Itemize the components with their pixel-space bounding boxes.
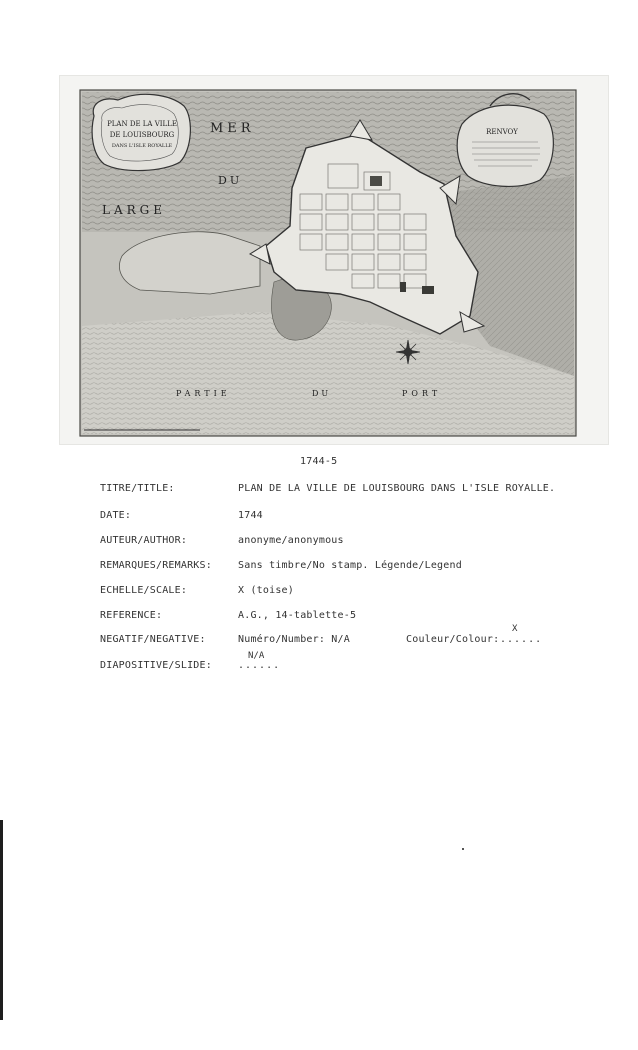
slide-dots: ...... — [238, 660, 281, 671]
label-mer: MER — [210, 121, 255, 136]
author-label: AUTEUR/AUTHOR: — [100, 535, 188, 546]
title-value: PLAN DE LA VILLE DE LOUISBOURG DANS L'ISLE ROYALLE. — [238, 483, 556, 494]
scan-speck — [462, 848, 464, 850]
title-label: TITRE/TITLE: — [100, 483, 175, 494]
negative-value: Numéro/Number: N/A — [238, 634, 350, 645]
reference-value: A.G., 14-tablette-5 — [238, 610, 357, 621]
reference-label: REFERENCE: — [100, 610, 163, 621]
record-number: 1744-5 — [300, 456, 338, 467]
slide-label: DIAPOSITIVE/SLIDE: — [100, 660, 212, 671]
label-partie: PARTIE — [176, 389, 231, 398]
citadel — [370, 176, 382, 186]
label-du-port: DU — [312, 389, 332, 398]
legend-title: RENVOY — [486, 128, 518, 136]
remarks-label: REMARQUES/REMARKS: — [100, 560, 212, 571]
block-dark-2 — [422, 286, 434, 294]
colour-label: Couleur/Colour: — [406, 634, 500, 645]
label-large: LARGE — [102, 203, 167, 217]
cartouche-line-3: DANS L'ISLE ROYALLE — [111, 143, 173, 149]
colour-mark: X — [512, 624, 518, 634]
author-value: anonyme/anonymous — [238, 535, 344, 546]
label-du: DU — [218, 174, 243, 187]
scale-label: ECHELLE/SCALE: — [100, 585, 188, 596]
label-port: PORT — [402, 389, 442, 398]
slide-mark: N/A — [248, 651, 265, 661]
block-dark-1 — [400, 282, 406, 292]
map-photograph — [60, 76, 608, 444]
remarks-value: Sans timbre/No stamp. Légende/Legend — [238, 560, 462, 571]
negative-label: NEGATIF/NEGATIVE: — [100, 634, 206, 645]
colour-dots: ...... — [500, 634, 543, 645]
cartouche-line-1: PLAN DE LA VILLE — [107, 120, 177, 128]
louisbourg-plan-map — [60, 76, 608, 444]
cartouche-line-2: DE LOUISBOURG — [109, 131, 175, 139]
date-label: DATE: — [100, 510, 132, 521]
title-cartouche — [92, 94, 190, 170]
scan-edge-shadow — [0, 820, 3, 1020]
scale-value: X (toise) — [238, 585, 294, 596]
date-value: 1744 — [238, 510, 263, 521]
